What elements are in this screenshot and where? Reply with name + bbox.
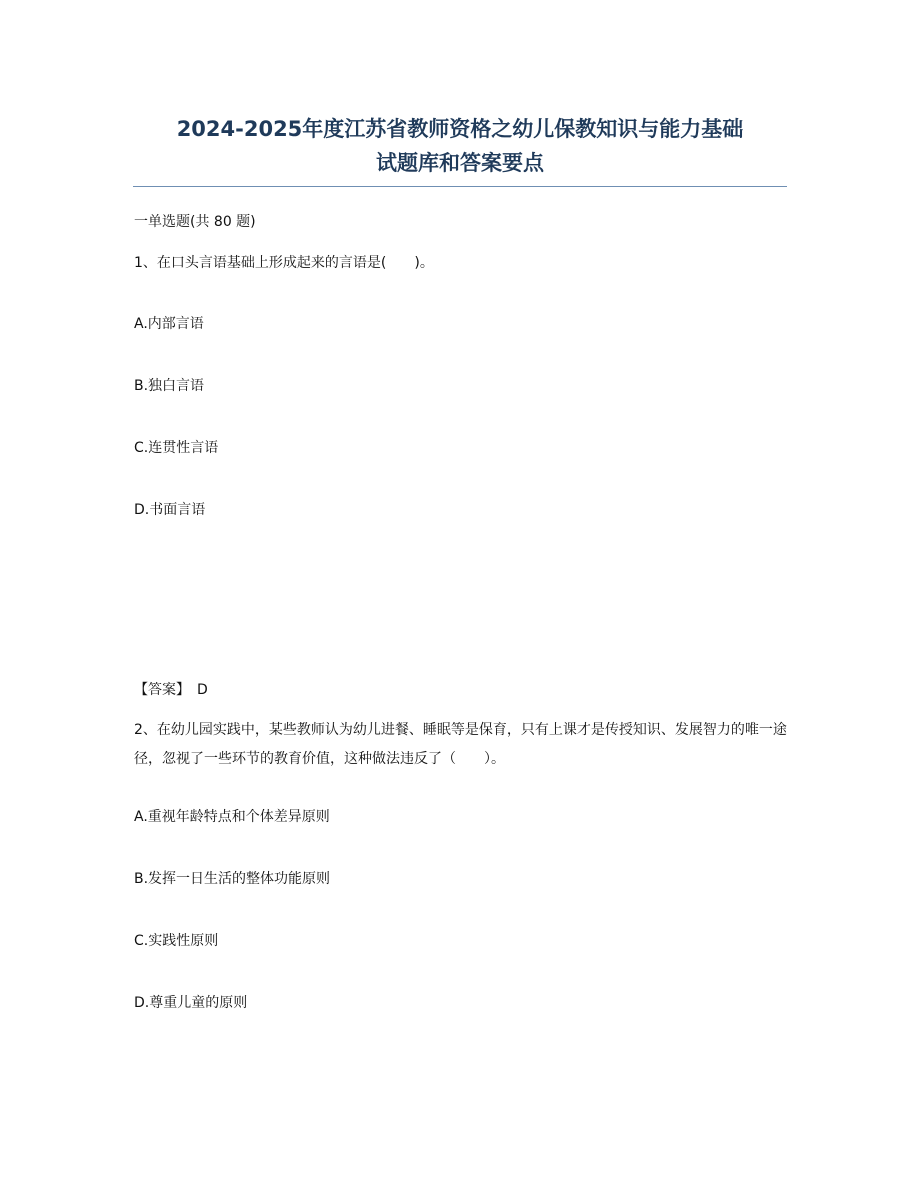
question-2-option-a: A.重视年龄特点和个体差异原则: [134, 809, 330, 825]
question-1-option-a: A.内部言语: [134, 316, 204, 332]
question-2-stem: 2、在幼儿园实践中，某些教师认为幼儿进餐、睡眠等是保育，只有上课才是传授知识、发展智力的唯一途径，忽视了一些环节的教育价值，这种做法违反了（ ）。: [134, 722, 787, 767]
question-1-stem: 1、在口头言语基础上形成起来的言语是( )。: [134, 255, 434, 271]
question-1-answer: 【答案】 D: [134, 682, 208, 698]
title-line-1: 2024-2025年度江苏省教师资格之幼儿保教知识与能力基础: [176, 117, 744, 141]
question-1-option-b: B.独白言语: [134, 378, 205, 394]
document-title: [133, 112, 787, 180]
question-1-option-c: C.连贯性言语: [134, 440, 219, 456]
question-2-option-d: D.尊重儿童的原则: [134, 995, 248, 1011]
question-1-option-d: D.书面言语: [134, 502, 206, 518]
question-2-option-b: B.发挥一日生活的整体功能原则: [134, 871, 331, 887]
question-2-option-c: C.实践性原则: [134, 933, 219, 949]
title-line-2: 试题库和答案要点: [376, 151, 544, 175]
section-label: 一单选题(共 80 题): [134, 214, 256, 230]
title-divider: [133, 186, 787, 187]
